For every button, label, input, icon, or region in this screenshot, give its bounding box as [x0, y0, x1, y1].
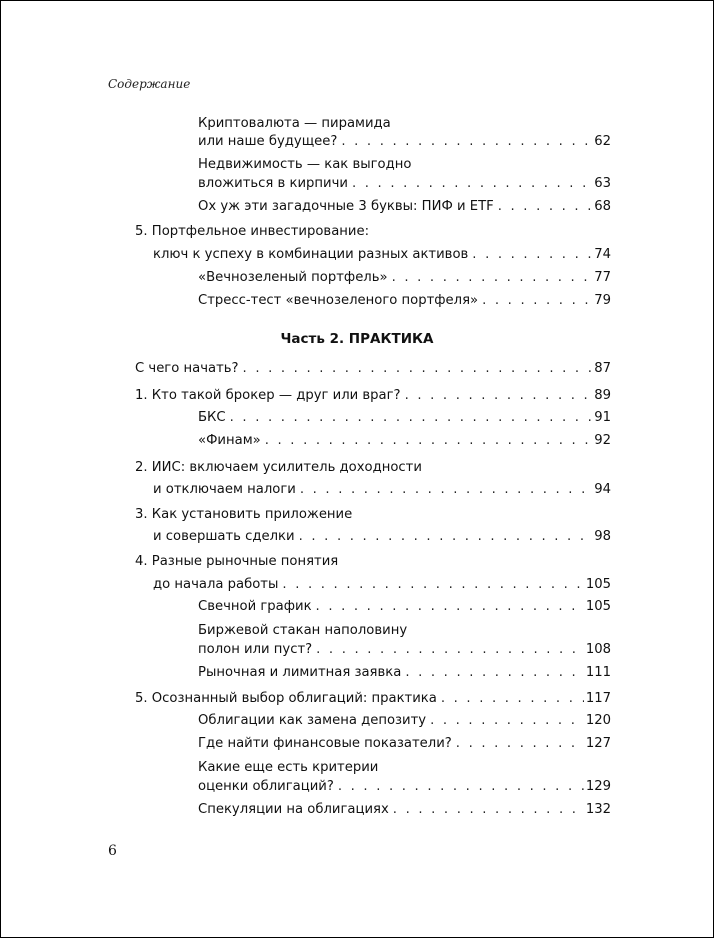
toc-entry[interactable] — [198, 176, 611, 192]
dot-leader — [341, 134, 592, 150]
toc-entry-page: 120 — [585, 713, 611, 728]
dot-leader — [282, 577, 583, 593]
toc-entry-page: 63 — [594, 176, 611, 191]
toc-entry-title: Где найти финансовые показатели? — [198, 736, 452, 751]
toc-chapter[interactable] — [135, 361, 611, 377]
dot-leader — [300, 482, 592, 498]
toc-entry-page: 92 — [594, 433, 611, 448]
dot-leader — [405, 388, 593, 404]
toc-chapter-title-line: 3. Как установить приложение — [135, 507, 353, 522]
toc-entry-title-line: Какие еще есть критерии — [198, 760, 379, 775]
toc-entry[interactable] — [198, 642, 611, 658]
toc-chapter[interactable] — [153, 482, 611, 498]
toc-chapter-page: 74 — [594, 247, 611, 262]
toc-entry[interactable] — [198, 433, 611, 449]
dot-leader — [392, 270, 593, 286]
toc-chapter-title: до начала работы — [153, 577, 279, 592]
toc-entry[interactable] — [198, 599, 611, 615]
toc-entry-page: 127 — [585, 736, 611, 751]
dot-leader — [472, 247, 592, 263]
toc-chapter[interactable] — [153, 529, 611, 545]
toc-entry-page: 132 — [585, 802, 611, 817]
toc-entry-page: 77 — [594, 270, 611, 285]
toc-entry-page: 108 — [585, 642, 611, 657]
toc-chapter[interactable] — [135, 388, 611, 404]
toc-entry-title: Спекуляции на облигациях — [198, 802, 389, 817]
toc-chapter-title: и совершать сделки — [153, 529, 295, 544]
toc-entry-page: 111 — [585, 665, 611, 680]
dot-leader — [243, 361, 593, 377]
dot-leader — [482, 293, 592, 309]
toc-entry[interactable] — [198, 665, 611, 681]
toc-entry-page: 91 — [594, 410, 611, 425]
toc-entry-title: Стресс-тест «вечнозеленого портфеля» — [198, 293, 479, 308]
toc-entry-title: полон или пуст? — [198, 642, 313, 657]
dot-leader — [338, 779, 584, 795]
toc-entry[interactable] — [198, 293, 611, 309]
dot-leader — [230, 410, 593, 426]
toc-entry[interactable] — [198, 410, 611, 426]
dot-leader — [498, 199, 592, 215]
toc-entry-title-line: Биржевой стакан наполовину — [198, 623, 408, 638]
toc-entry-title: Облигации как замена депозиту — [198, 713, 427, 728]
part-title: Часть 2. ПРАКТИКА — [280, 331, 434, 347]
toc-entry-title-line: Криптовалюта — пирамида — [198, 116, 391, 131]
toc-entry-title: БКС — [198, 410, 226, 425]
toc-entry-title: Рыночная и лимитная заявка — [198, 665, 402, 680]
toc-entry[interactable] — [198, 802, 611, 818]
running-head: Содержание — [108, 77, 191, 91]
toc-chapter-title: 1. Кто такой брокер — друг или враг? — [135, 388, 401, 403]
toc-chapter-title: ключ к успеху в комбинации разных активов — [153, 247, 469, 262]
toc-entry[interactable] — [198, 779, 611, 795]
toc-entry-page: 129 — [585, 779, 611, 794]
dot-leader — [265, 433, 593, 449]
toc-entry-page: 62 — [594, 134, 611, 149]
toc-chapter-page: 117 — [585, 691, 611, 706]
dot-leader — [299, 529, 593, 545]
toc-chapter-page: 94 — [594, 482, 611, 497]
toc-entry-page: 68 — [594, 199, 611, 214]
toc-entry-title: «Финам» — [198, 433, 261, 448]
toc-chapter[interactable] — [135, 691, 611, 707]
toc-chapter-title: 5. Осознанный выбор облигаций: практика — [135, 691, 437, 706]
toc-entry-title: оценки облигаций? — [198, 779, 334, 794]
toc-entry-title: или наше будущее? — [198, 134, 338, 149]
dot-leader — [456, 736, 584, 752]
dot-leader — [430, 713, 584, 729]
dot-leader — [352, 176, 592, 192]
toc-entry[interactable] — [198, 199, 611, 215]
toc-chapter-title-line: 2. ИИС: включаем усилитель доходности — [135, 460, 422, 475]
toc-entry-page: 105 — [585, 599, 611, 614]
toc-chapter-page: 98 — [594, 529, 611, 544]
page-number: 6 — [108, 843, 117, 859]
toc-chapter[interactable] — [153, 247, 611, 263]
toc-entry[interactable] — [198, 713, 611, 729]
toc-chapter-title-line: 4. Разные рыночные понятия — [135, 554, 339, 569]
toc-chapter-title-line: 5. Портфельное инвестирование: — [135, 224, 370, 239]
toc-entry[interactable] — [198, 134, 611, 150]
toc-chapter-page: 87 — [594, 361, 611, 376]
toc-chapter-title: С чего начать? — [135, 361, 239, 376]
toc-entry-title: Свечной график — [198, 599, 312, 614]
toc-chapter[interactable] — [153, 577, 611, 593]
toc-entry[interactable] — [198, 736, 611, 752]
toc-chapter-page: 89 — [594, 388, 611, 403]
toc-entry-title: Ох уж эти загадочные 3 буквы: ПИФ и ETF — [198, 199, 494, 214]
toc-chapter-title: и отключаем налоги — [153, 482, 296, 497]
dot-leader — [405, 665, 584, 681]
dot-leader — [441, 691, 584, 707]
toc-entry-title-line: Недвижимость — как выгодно — [198, 157, 412, 172]
dot-leader — [393, 802, 584, 818]
toc-entry[interactable] — [198, 270, 611, 286]
toc-entry-title: «Вечнозеленый портфель» — [198, 270, 388, 285]
toc-entry-title: вложиться в кирпичи — [198, 176, 348, 191]
dot-leader — [316, 642, 584, 658]
dot-leader — [316, 599, 584, 615]
toc-entry-page: 79 — [594, 293, 611, 308]
toc-chapter-page: 105 — [585, 577, 611, 592]
